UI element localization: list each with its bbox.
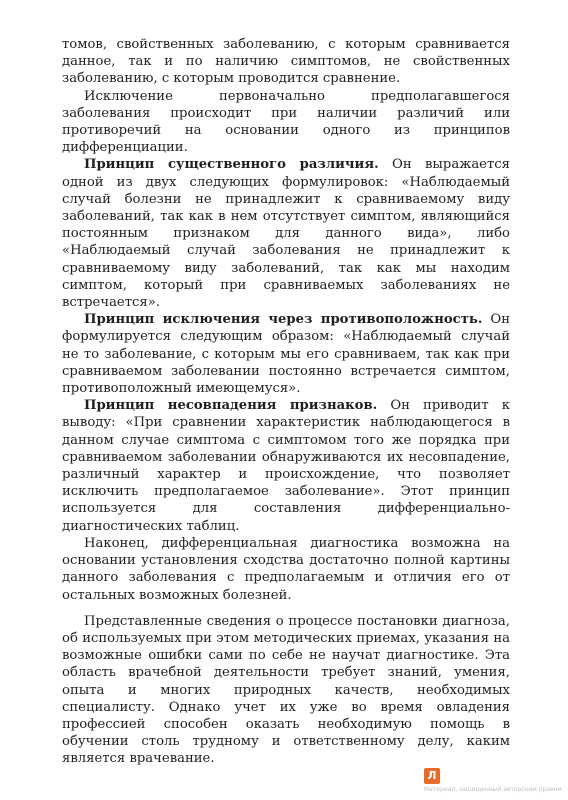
paragraph-1-text: томов, свойственных заболеванию, с которым сравнивается данное, так и по наличию симптомов, не свойственных заболеванию, с которым проводится сравнение. — [62, 37, 510, 87]
paragraph-4 — [62, 311, 510, 397]
paragraph-2 — [62, 88, 510, 157]
principle-heading-1: Принцип существенного различия. — [84, 157, 379, 173]
paragraph-7-text: Представленные сведения о процессе постановки диагноза, об используемых при этом методических приемах, указания на возможные ошибки сами по себе не научат диагностике. Эта область врачебной деятельности требует знаний, умения, опыта и многих природных качеств, необходимых специалисту. Однако учет их уже во время овладения профессией способен оказать необходимую помощь в обучении столь трудному и ответственному делу, каким является врачевание. — [62, 613, 510, 767]
paragraph-7 — [62, 613, 510, 768]
paragraph-5-text: Он приводит к выводу: «При сравнении характеристик наблюдающегося в данном случае симптома с симптомом того же порядка при сравниваемом заболевании обнаруживаются их несовпадение, различный характер и происхождение, что позволяет исключить предполагаемое заболевание». Этот принцип используется для составления дифференциально-диагностических таблиц. — [62, 398, 510, 534]
copyright-watermark — [424, 768, 568, 800]
paragraph-1 — [62, 36, 510, 88]
litres-logo-icon: Л — [424, 768, 440, 784]
paragraph-6 — [62, 535, 510, 604]
paragraph-3-text: Он выражается одной из двух следующих формулировок: «Наблюдаемый случай болезни не принадлежит к сравниваемому виду заболеваний, так как в нем отсутствует симптом, являющийся постоянным признаком для данного вида», либо «Наблюдаемый случай заболевания не принадлежит к сравниваемому виду заболеваний, так как мы находим симптом, который при сравниваемых заболеваниях не встречается». — [62, 157, 510, 311]
watermark-text: Материал, защищенный авторским правом — [424, 786, 562, 793]
paragraph-2-text: Исключение первоначально предполагавшегося заболевания происходит при наличии различий или противоречий на основании одного из принципов дифференциации. — [62, 88, 510, 156]
principle-heading-3: Принцип несовпадения признаков. — [84, 398, 378, 414]
paragraph-5 — [62, 397, 510, 535]
paragraph-6-text: Наконец, дифференциальная диагностика возможна на основании установления сходства достаточно полной картины данного заболевания с предполагаемым и отличия его от остальных возможных болезней. — [62, 535, 510, 603]
principle-heading-2: Принцип исключения через противоположность. — [84, 312, 483, 328]
body-text — [62, 36, 510, 768]
paragraph-4-text: Он формулируется следующим образом: «Наблюдаемый случай не то заболевание, с которым мы его сравниваем, так как при сравниваемом заболевании постоянно встречается симптом, противоположный имеющемуся». — [62, 312, 510, 397]
paragraph-3 — [62, 156, 510, 311]
